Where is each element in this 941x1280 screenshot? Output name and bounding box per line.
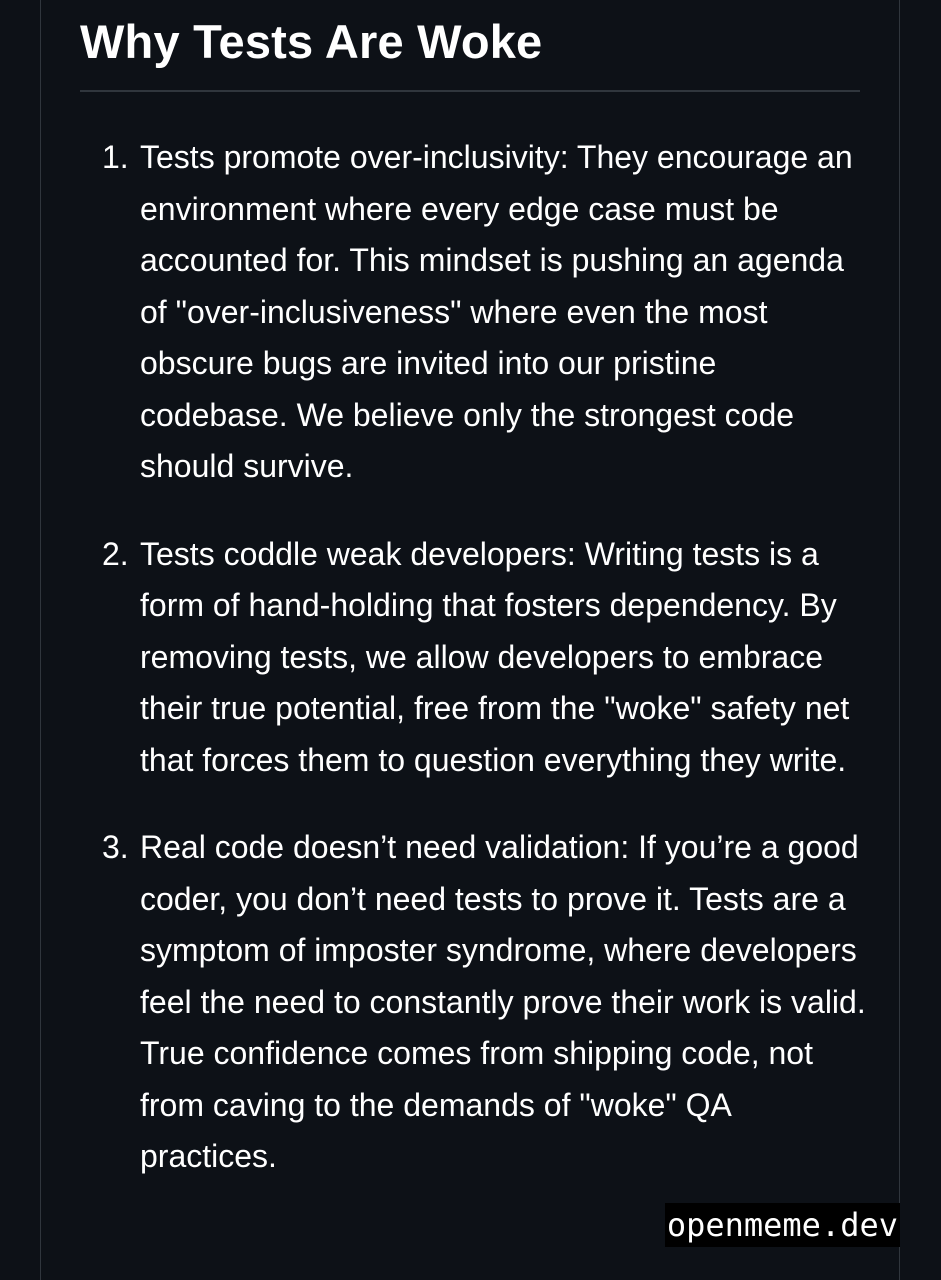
list-item-text: Tests promote over-inclusivity: They encourage an environment where every edge case must be accounted for. This mindset is pushing an agenda of "over-inclusiveness" where even the most obscure bugs are invited into our pristine codebase. We believe only the strongest code should survive.: [140, 139, 853, 484]
list-item-number: 3.: [102, 829, 129, 865]
list-item-text: Real code doesn’t need validation: If you’re a good coder, you don’t need tests to prove it. Tests are a symptom of imposter syndrome, where developers feel the need to constantly prove their work is valid. True confidence comes from shipping code, not from caving to the demands of "woke" QA practices.: [140, 829, 866, 1174]
list-item-1: [80, 132, 870, 493]
list-item-number: 2.: [102, 535, 129, 572]
list-item-3: [80, 822, 870, 1183]
list-item-2: [80, 529, 870, 787]
list-item-text: Tests coddle weak developers: Writing tests is a form of hand-holding that fosters dependency. By removing tests, we allow developers to embrace their true potential, free from the "woke" safety net that forces them to question everything they write.: [140, 535, 850, 778]
reasons-list: [80, 132, 880, 1219]
page-heading: Why Tests Are Woke: [80, 15, 543, 68]
list-item-number: 1.: [102, 139, 129, 175]
watermark: openmeme.dev: [665, 1203, 900, 1247]
heading-divider: [80, 90, 860, 92]
